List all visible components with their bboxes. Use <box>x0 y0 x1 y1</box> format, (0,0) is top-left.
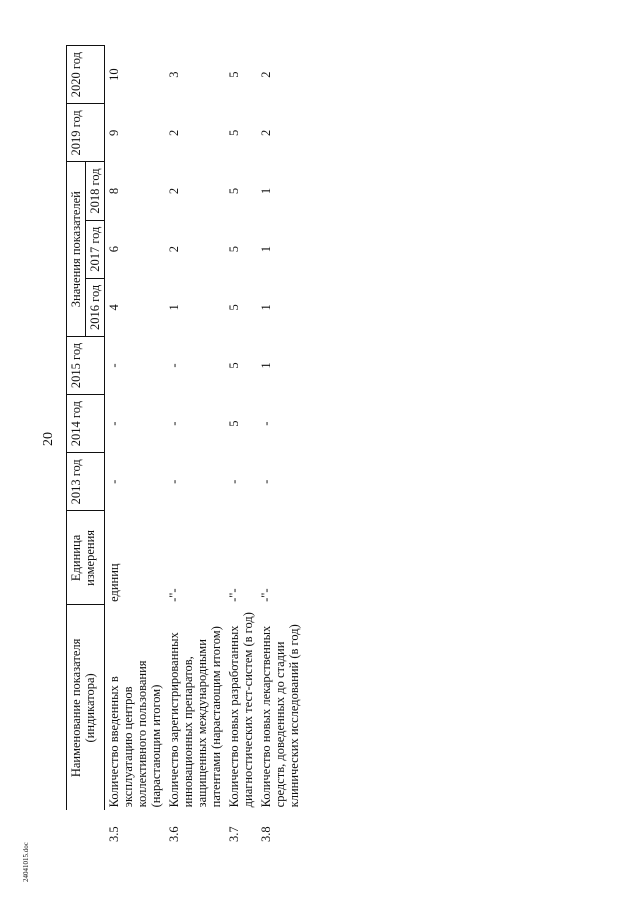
value-2013: - <box>107 479 121 484</box>
value-2018: 1 <box>259 187 273 195</box>
page-number: 20 <box>41 432 56 446</box>
value-2015: - <box>167 363 181 368</box>
table-row <box>257 46 303 846</box>
indicators-table <box>66 45 303 845</box>
value-2018: 8 <box>107 187 121 195</box>
indicator-name: Количество новых разработанных диагностических тест-систем (в год) <box>227 612 255 808</box>
value-2020: 3 <box>167 71 181 78</box>
table-row <box>105 46 166 846</box>
value-2016: 1 <box>259 304 273 311</box>
value-2015: 5 <box>227 362 241 369</box>
value-2019: 2 <box>259 129 273 136</box>
value-2020: 2 <box>259 71 273 78</box>
value-2019: 2 <box>167 129 181 136</box>
value-2016: 4 <box>107 304 121 311</box>
indicator-unit: -"- <box>259 588 273 602</box>
year-header-2020: 2020 год <box>67 46 105 104</box>
value-2017: 2 <box>167 246 181 253</box>
row-number-header <box>67 810 105 845</box>
row-number: 3.8 <box>259 826 273 842</box>
indicator-unit: -"- <box>167 588 181 602</box>
value-2015: 1 <box>259 362 273 369</box>
value-2016: 1 <box>167 304 181 311</box>
value-2013: - <box>167 479 181 484</box>
value-2017: 6 <box>107 246 121 253</box>
value-2014: - <box>167 421 181 426</box>
value-2018: 5 <box>227 187 241 195</box>
value-2014: 5 <box>227 420 241 427</box>
value-2013: - <box>259 479 273 484</box>
value-2019: 9 <box>107 129 121 136</box>
table-row <box>225 46 257 846</box>
row-number: 3.6 <box>167 826 181 842</box>
value-2017: 5 <box>227 246 241 253</box>
indicator-name: Количество введенных в эксплуатацию центров коллективного пользования (нарастающим итогом) <box>107 660 163 808</box>
value-2019: 5 <box>227 129 241 136</box>
values-group-header: Значения показателей <box>67 162 86 336</box>
value-2013: - <box>227 479 241 484</box>
value-2020: 5 <box>227 71 241 78</box>
value-2014: - <box>107 421 121 426</box>
table-row <box>165 46 225 846</box>
value-2017: 1 <box>259 246 273 253</box>
indicator-name: Количество новых лекарственных средств, доведенных до стадии клинических исследований (в год) <box>259 624 301 808</box>
year-header-2015: 2015 год <box>67 336 105 394</box>
indicators-table-container <box>66 45 571 845</box>
indicator-name: Количество зарегистрированных инновационных препаратов, защищенных международными патентами (нарастающим итогом) <box>167 626 223 808</box>
footer-file-name: 24041015.doc <box>22 842 30 882</box>
value-2015: - <box>107 363 121 368</box>
value-2018: 2 <box>167 187 181 195</box>
indicator-name-header: Наименование показателя (индикатора) <box>67 605 105 810</box>
year-header-2017: 2017 год <box>86 220 105 278</box>
row-number: 3.7 <box>227 826 241 842</box>
year-header-2016: 2016 год <box>86 278 105 336</box>
value-2016: 5 <box>227 304 241 311</box>
indicator-unit: единиц <box>107 563 121 602</box>
year-header-2013: 2013 год <box>67 453 105 511</box>
year-header-2014: 2014 год <box>67 395 105 453</box>
row-number: 3.5 <box>106 826 121 842</box>
value-2020: 10 <box>107 68 121 81</box>
indicator-unit: -"- <box>227 588 241 602</box>
year-header-2018: 2018 год <box>86 162 105 220</box>
unit-header: Единица измерения <box>67 511 105 605</box>
year-header-2019: 2019 год <box>67 104 105 162</box>
value-2014: - <box>259 421 273 426</box>
